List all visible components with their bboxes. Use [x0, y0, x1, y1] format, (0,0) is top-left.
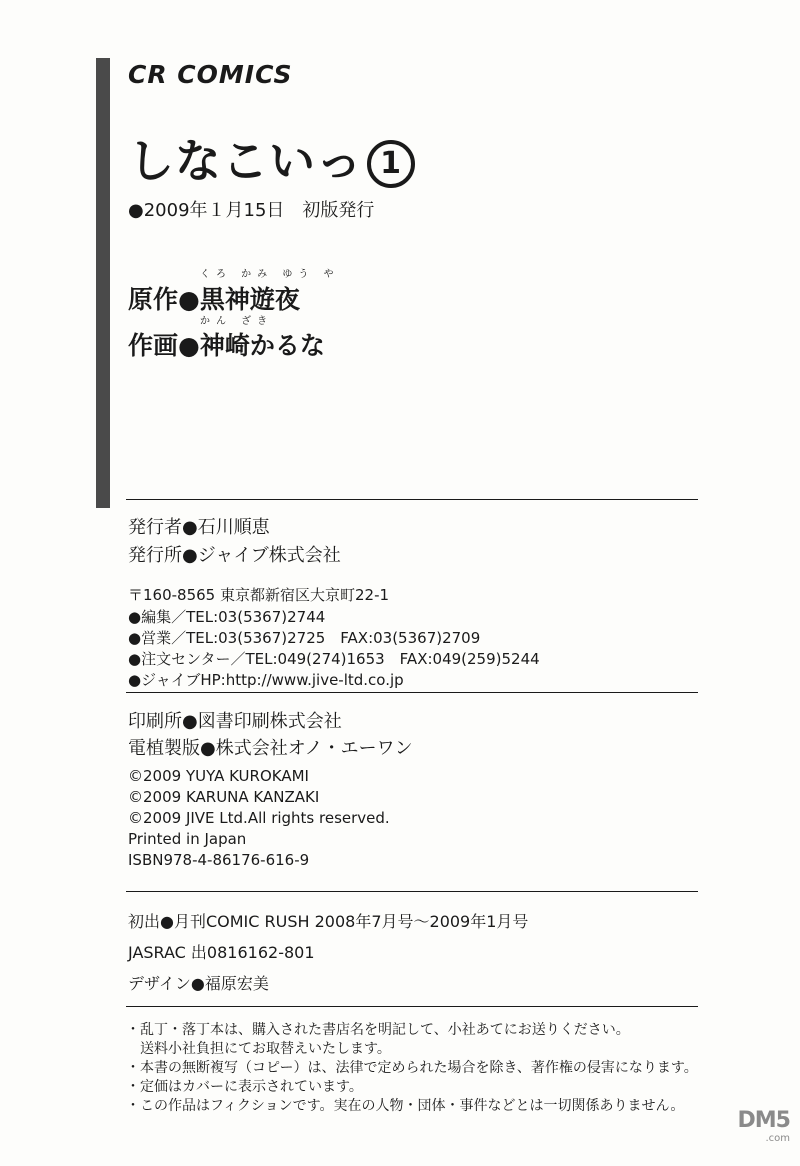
- original-author-name: 黒神遊夜: [199, 285, 300, 314]
- design-credit: デザイン●福原宏美: [128, 974, 269, 993]
- contact-line: ●営業／TEL:03(5367)2725 FAX:03(5367)2709: [128, 629, 481, 647]
- contact-line: ●ジャイブHP:http://www.jive-ltd.co.jp: [128, 671, 404, 689]
- address: 〒160-8565 東京都新宿区大京町22-1: [128, 586, 390, 604]
- book-title: [128, 125, 415, 191]
- volume-number: 1: [367, 140, 415, 188]
- art-label: 作画●: [128, 331, 200, 360]
- printer: 印刷所●図書印刷株式会社: [128, 711, 342, 732]
- original-label: 原作●: [128, 285, 200, 314]
- first-publication: 初出●月刊COMIC RUSH 2008年7月号～2009年1月号: [128, 912, 529, 931]
- copyright-line: ©2009 JIVE Ltd.All rights reserved.: [128, 809, 390, 827]
- artist-credit: [128, 326, 325, 362]
- contact-line: ●編集／TEL:03(5367)2744: [128, 608, 326, 626]
- publisher-logo: CR COMICS: [128, 60, 293, 89]
- original-author-ruby: くろ かみ ゆう や: [200, 269, 340, 280]
- notice-line: ・この作品はフィクションです。実在の人物・団体・事件などとは一切関係ありません。: [126, 1098, 685, 1114]
- divider: [126, 692, 698, 693]
- copyright-line: ©2009 YUYA KUROKAMI: [128, 767, 309, 785]
- isbn: ISBN978-4-86176-616-9: [128, 851, 310, 869]
- release-date: ●2009年１月15日 初版発行: [128, 200, 375, 221]
- notice-line: ・本書の無断複写（コピー）は、法律で定められた場合を除き、著作権の侵害になります。: [126, 1060, 698, 1076]
- watermark-logo: [738, 1108, 790, 1144]
- jasrac-number: JASRAC 出0816162-801: [128, 943, 315, 962]
- notice-line: ・定価はカバーに表示されています。: [126, 1079, 363, 1095]
- side-bar: [96, 58, 110, 508]
- notice-line: 送料小社負担にてお取替えいたします。: [126, 1041, 391, 1057]
- divider: [126, 891, 698, 892]
- original-author-credit: [128, 280, 300, 316]
- copyright-line: Printed in Japan: [128, 830, 247, 848]
- typesetting: 電植製版●株式会社オノ・エーワン: [128, 738, 413, 759]
- issuer: 発行者●石川順恵: [128, 517, 270, 538]
- artist-ruby: かん ざき: [200, 316, 274, 327]
- watermark-sub: .com: [765, 1133, 790, 1144]
- issuing-office: 発行所●ジャイブ株式会社: [128, 545, 341, 566]
- divider: [126, 1006, 698, 1007]
- contact-line: ●注文センター／TEL:049(274)1653 FAX:049(259)5244: [128, 650, 540, 668]
- watermark-text: DM5: [737, 1108, 790, 1133]
- copyright-line: ©2009 KARUNA KANZAKI: [128, 788, 320, 806]
- title-text: しなこいっ: [128, 134, 363, 188]
- notices: [126, 1021, 698, 1116]
- artist-name: 神崎かるな: [199, 331, 325, 360]
- notice-line: ・乱丁・落丁本は、購入された書店名を明記して、小社あてにお送りください。: [126, 1022, 630, 1038]
- divider: [126, 499, 698, 500]
